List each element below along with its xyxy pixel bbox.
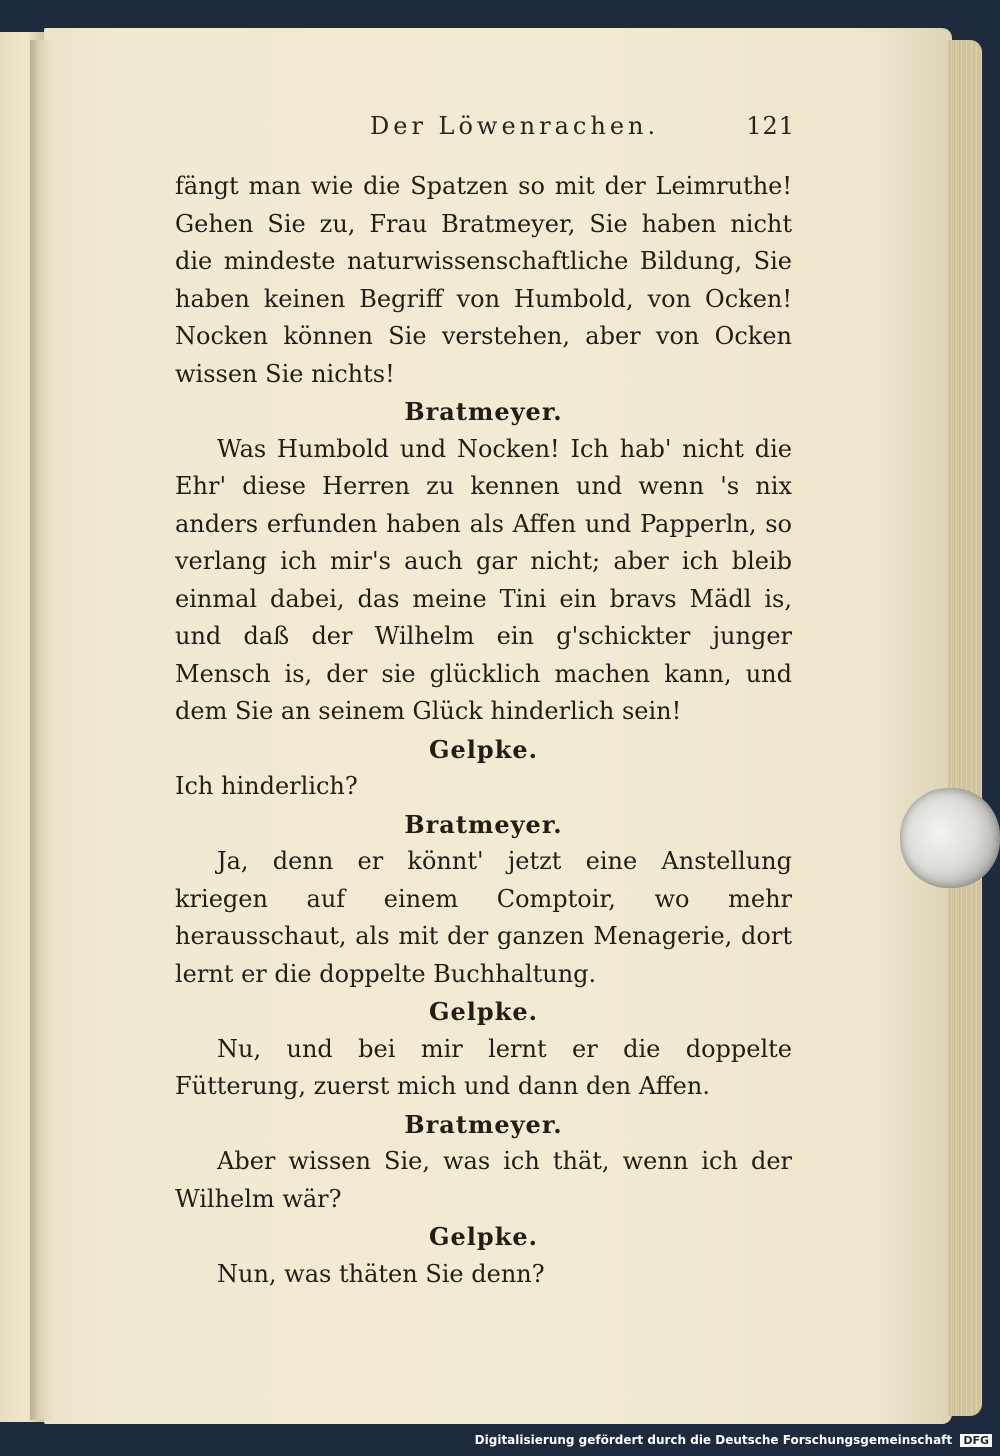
speaker-name: Bratmeyer. (404, 397, 563, 426)
page-header (175, 112, 795, 144)
paragraph: Aber wissen Sie, was ich thät, wenn ich der Wilhelm wär? (175, 1147, 792, 1213)
credit-text: Digitalisierung gefördert durch die Deutsche Forschungsgemeinschaft (474, 1433, 953, 1447)
running-title: Der Löwenrachen. (370, 112, 660, 140)
speaker-name: Gelpke. (429, 1222, 538, 1251)
page-stack-edges (948, 40, 982, 1416)
speaker-name: Bratmeyer. (404, 809, 563, 839)
speaker-name: Gelpke. (429, 997, 538, 1026)
speaker-name: Bratmeyer. (404, 1109, 563, 1139)
body-text (175, 168, 792, 1293)
paragraph: fängt man wie die Spatzen so mit der Leimruthe! Gehen Sie zu, Frau Bratmeyer, Sie haben nicht die mindeste naturwissenschaftliche Bildung, Sie haben keinen Begriff von Humbold, von Ocken! Nocken können Sie verstehen, aber von Ocken wissen Sie nichts! (175, 172, 792, 388)
paragraph: Ich hinderlich? (175, 772, 358, 800)
page-gutter (30, 40, 52, 1420)
page-number: 121 (746, 112, 795, 140)
paragraph: Was Humbold und Nocken! Ich hab' nicht die Ehr' diese Herren zu kennen und wenn 's nix anders erfunden haben als Affen und Papperln, so verlang ich mir's auch gar nicht; aber ich bleib einmal dabei, das meine Tini ein bravs Mädl is, und daß der Wilhelm ein g'schickter junger Mensch is, der sie glücklich machen kann, und dem Sie an seinem Glück hinderlich sein! (175, 434, 792, 725)
paragraph: Nu, und bei mir lernt er die doppelte Fütterung, zuerst mich und dann den Affen. (175, 1034, 792, 1100)
digitization-credit (475, 1433, 992, 1451)
dfg-logo: DFG (960, 1434, 992, 1447)
page-tab-marker (900, 788, 1000, 888)
paragraph: Ja, denn er könnt' jetzt eine Anstellung kriegen auf einem Comptoir, wo mehr herausschaut, als mit der ganzen Menagerie, dort lernt er die doppelte Buchhaltung. (175, 847, 792, 988)
speaker-name: Gelpke. (429, 734, 538, 764)
paragraph: Nun, was thäten Sie denn? (217, 1259, 545, 1288)
